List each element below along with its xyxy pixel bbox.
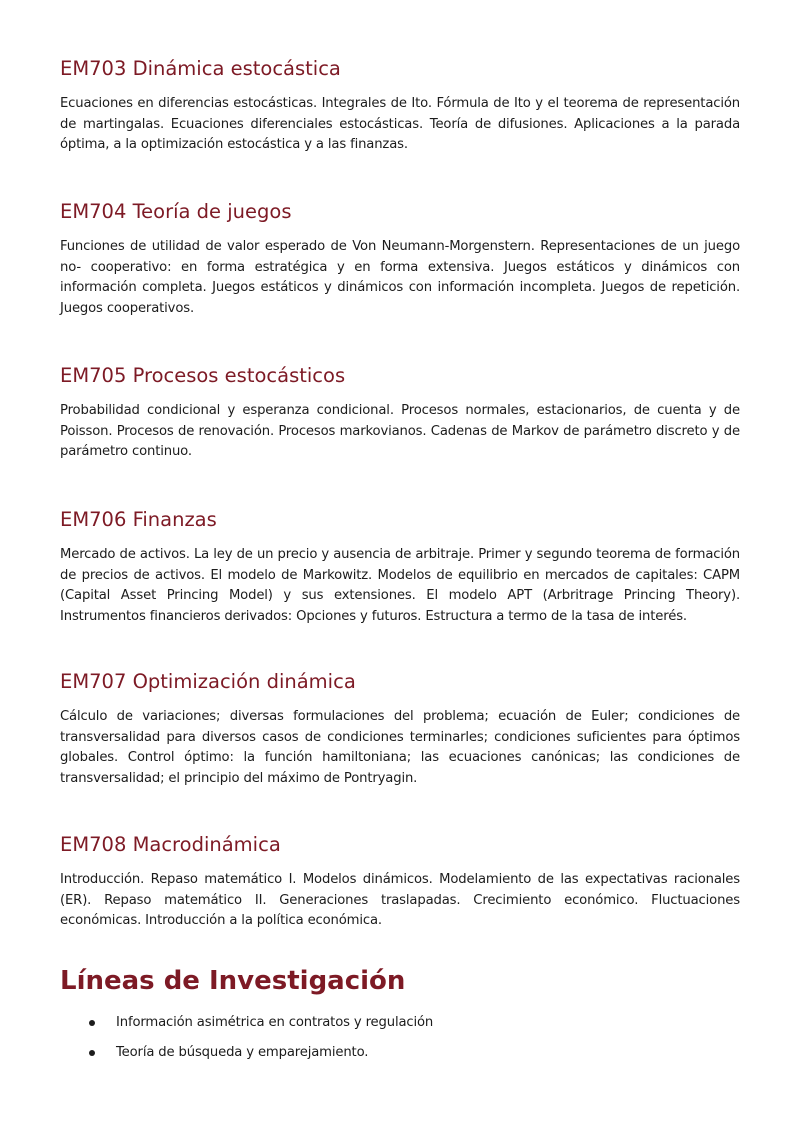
course-description: Funciones de utilidad de valor esperado de Von Neumann-Morgenstern. Representaciones de un juego no- cooperativo: en forma estratégica y en forma extensiva. Juegos estáticos y dinámicos con información completa. Juegos estáticos y dinámicos con información incompleta. Juegos de repetición. Juegos cooperativos. bbox=[60, 239, 740, 316]
course-em708 bbox=[60, 833, 740, 932]
bullet-icon bbox=[89, 1020, 95, 1026]
research-item-label: Teoría de búsqueda y emparejamiento. bbox=[116, 1045, 369, 1060]
list-item bbox=[60, 1042, 740, 1064]
research-heading: Líneas de Investigación bbox=[60, 966, 406, 996]
course-title: EM706 Finanzas bbox=[60, 508, 217, 531]
course-em703 bbox=[60, 57, 740, 156]
course-title: EM707 Optimización dinámica bbox=[60, 670, 356, 693]
research-item-label: Información asimétrica en contratos y regulación bbox=[116, 1015, 434, 1030]
course-description: Cálculo de variaciones; diversas formulaciones del problema; ecuación de Euler; condiciones de transversalidad para diversos casos de condiciones terminarles; condiciones suficientes para óptimos globales. Control óptimo: la función hamiltoniana; las ecuaciones canónicas; las condiciones de transversalidad; el principio del máximo de Pontryagin. bbox=[60, 709, 740, 786]
course-title: EM704 Teoría de juegos bbox=[60, 200, 292, 223]
research-list bbox=[60, 1012, 740, 1072]
course-description: Probabilidad condicional y esperanza condicional. Procesos normales, estacionarios, de cuenta y de Poisson. Procesos de renovación. Procesos markovianos. Cadenas de Markov de parámetro discreto y de parámetro continuo. bbox=[60, 403, 740, 460]
course-description: Introducción. Repaso matemático I. Modelos dinámicos. Modelamiento de las expectativas racionales (ER). Repaso matemático II. Generaciones traslapadas. Crecimiento económico. Fluctuaciones económicas. Introducción a la política económica. bbox=[60, 872, 740, 929]
course-em705 bbox=[60, 364, 740, 463]
course-em706 bbox=[60, 508, 740, 627]
bullet-icon bbox=[89, 1050, 95, 1056]
course-description: Ecuaciones en diferencias estocásticas. Integrales de Ito. Fórmula de Ito y el teorema de representación de martingalas. Ecuaciones diferenciales estocásticas. Teoría de difusiones. Aplicaciones a la parada óptima, a la optimización estocástica y a las finanzas. bbox=[60, 96, 740, 153]
course-title: EM703 Dinámica estocástica bbox=[60, 57, 341, 80]
course-description: Mercado de activos. La ley de un precio y ausencia de arbitraje. Primer y segundo teorema de formación de precios de activos. El modelo de Markowitz. Modelos de equilibrio en mercados de capitales: CAPM (Capital Asset Princing Model) y sus extensiones. El modelo APT (Arbritrage Princing Theory). Instrumentos financieros derivados: Opciones y futuros. Estructura a termo de la tasa de interés. bbox=[60, 547, 740, 624]
course-title: EM705 Procesos estocásticos bbox=[60, 364, 346, 387]
course-title: EM708 Macrodinámica bbox=[60, 833, 281, 856]
course-em704 bbox=[60, 200, 740, 319]
course-em707 bbox=[60, 670, 740, 789]
list-item bbox=[60, 1012, 740, 1034]
